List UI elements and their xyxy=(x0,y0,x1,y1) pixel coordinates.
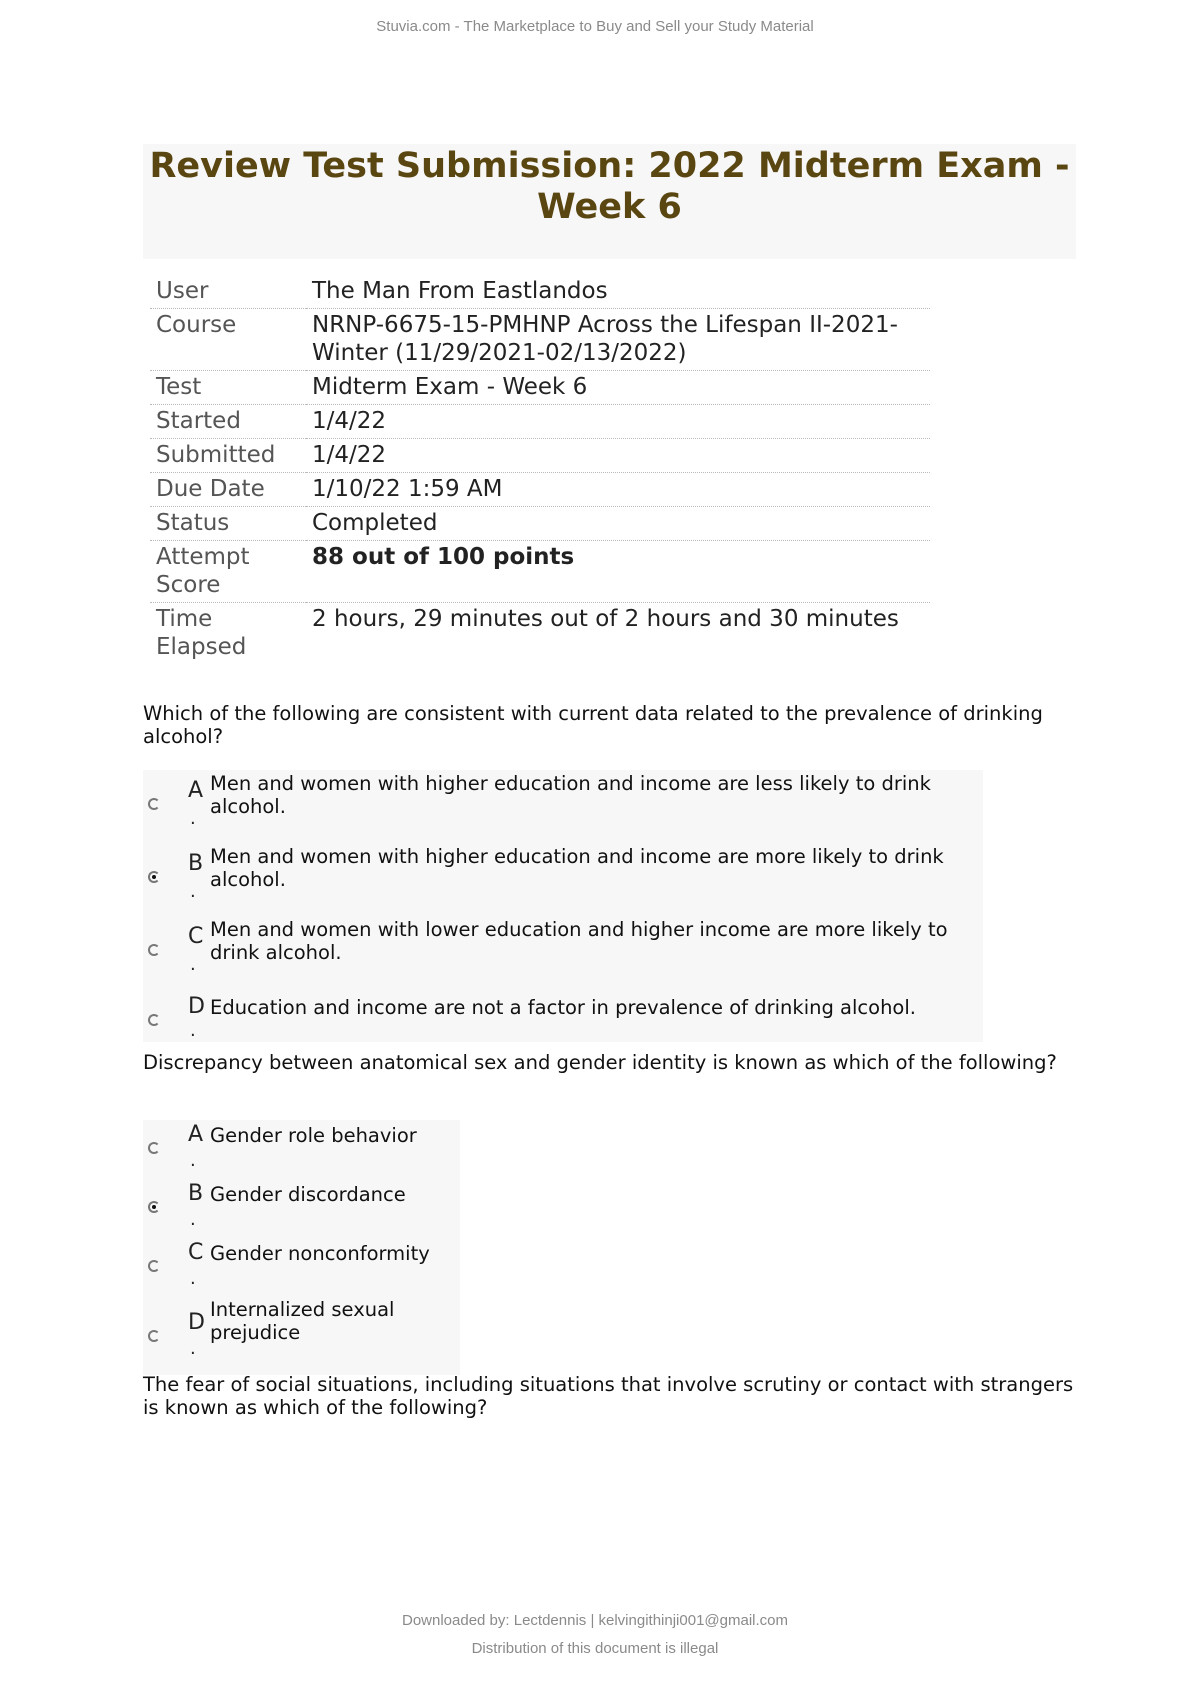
answer-text: Men and women with higher education and income are more likely to drink alcohol. xyxy=(210,845,944,891)
meta-label: User xyxy=(150,275,306,309)
answer-letter-dot: . xyxy=(190,808,196,829)
radio-button-selected[interactable] xyxy=(148,1201,160,1213)
answer-option[interactable] xyxy=(143,988,983,1042)
answer-text: Men and women with lower education and higher income are more likely to drink alcohol. xyxy=(210,918,948,964)
meta-label: Due Date xyxy=(150,473,306,507)
meta-label: Started xyxy=(150,405,306,439)
answer-letter-dot: . xyxy=(190,1020,196,1041)
meta-label: Time Elapsed xyxy=(156,606,247,660)
answer-text: Education and income are not a factor in prevalence of drinking alcohol. xyxy=(210,996,916,1019)
meta-row-user xyxy=(150,275,930,309)
question-2-answers xyxy=(143,1120,460,1375)
meta-row-time-elapsed xyxy=(150,603,930,665)
answer-text: Men and women with higher education and income are less likely to drink alcohol. xyxy=(210,772,931,818)
answer-letter-dot: . xyxy=(190,881,196,902)
question-1-text: Which of the following are consistent with current data related to the prevalence of drinking alcohol? xyxy=(143,702,1043,748)
answer-letter-dot: . xyxy=(190,954,196,975)
meta-label: Attempt Score xyxy=(150,541,306,603)
answer-text: Gender discordance xyxy=(210,1183,406,1206)
answer-text: Internalized sexual prejudice xyxy=(210,1298,395,1344)
answer-option[interactable] xyxy=(143,1179,460,1237)
page-title: Review Test Submission: 2022 Midterm Exam - Week 6 xyxy=(149,146,1070,227)
answer-option[interactable] xyxy=(143,1298,460,1375)
meta-value: Midterm Exam - Week 6 xyxy=(306,371,930,405)
answer-option[interactable] xyxy=(143,916,983,984)
answer-letter-dot: . xyxy=(190,1150,196,1171)
meta-value: Completed xyxy=(306,507,930,541)
answer-letter: B xyxy=(188,1181,204,1206)
meta-value: 1/4/22 xyxy=(306,405,930,439)
meta-label: Course xyxy=(150,309,306,371)
answer-letter: C xyxy=(188,924,204,949)
meta-value: 1/4/22 xyxy=(306,439,930,473)
distribution-notice-footer: Distribution of this document is illegal xyxy=(471,1640,719,1657)
answer-letter: D xyxy=(188,1310,205,1335)
meta-row-status xyxy=(150,507,930,541)
answer-option[interactable] xyxy=(143,1120,460,1178)
answer-option[interactable] xyxy=(143,1238,460,1296)
question-1-answers xyxy=(143,770,983,1042)
stuvia-watermark: Stuvia.com - The Marketplace to Buy and Sell your Study Material xyxy=(376,18,814,35)
answer-letter-dot: . xyxy=(190,1338,196,1359)
meta-value: 1/10/22 1:59 AM xyxy=(306,473,930,507)
radio-button[interactable] xyxy=(148,944,160,956)
meta-label: Status xyxy=(150,507,306,541)
answer-letter: B xyxy=(188,851,204,876)
meta-row-started xyxy=(150,405,930,439)
radio-button-selected[interactable] xyxy=(148,871,160,883)
question-2-text: Discrepancy between anatomical sex and gender identity is known as which of the following? xyxy=(143,1051,1057,1074)
meta-row-test xyxy=(150,371,930,405)
answer-letter-dot: . xyxy=(190,1268,196,1289)
answer-letter: A xyxy=(188,1122,204,1147)
submission-details-table xyxy=(150,275,930,664)
meta-value: The Man From Eastlandos xyxy=(306,275,930,309)
answer-text: Gender role behavior xyxy=(210,1124,417,1147)
answer-option[interactable] xyxy=(143,843,983,911)
question-3-text: The fear of social situations, including situations that involve scrutiny or contact with strangers is known as which of the following? xyxy=(143,1373,1074,1419)
radio-button[interactable] xyxy=(148,1260,160,1272)
meta-label: Test xyxy=(150,371,306,405)
radio-button[interactable] xyxy=(148,1014,160,1026)
title-banner xyxy=(143,144,1076,259)
answer-letter: C xyxy=(188,1240,204,1265)
meta-row-course xyxy=(150,309,930,371)
meta-row-attempt-score xyxy=(150,541,930,603)
answer-text: Gender nonconformity xyxy=(210,1242,430,1265)
meta-value: 2 hours, 29 minutes out of 2 hours and 30 minutes xyxy=(312,606,899,632)
attempt-score-value: 88 out of 100 points xyxy=(306,541,930,603)
meta-row-due-date xyxy=(150,473,930,507)
meta-value: NRNP-6675-15-PMHNP Across the Lifespan II-2021-Winter (11/29/2021-02/13/2022) xyxy=(306,309,930,371)
radio-button[interactable] xyxy=(148,798,160,810)
answer-letter: A xyxy=(188,778,204,803)
meta-row-submitted xyxy=(150,439,930,473)
answer-letter: D xyxy=(188,994,205,1019)
radio-button[interactable] xyxy=(148,1330,160,1342)
radio-button[interactable] xyxy=(148,1142,160,1154)
answer-letter-dot: . xyxy=(190,1209,196,1230)
download-info-footer: Downloaded by: Lectdennis | kelvingithinji001@gmail.com xyxy=(401,1612,788,1629)
meta-label: Submitted xyxy=(150,439,306,473)
answer-option[interactable] xyxy=(143,770,983,838)
